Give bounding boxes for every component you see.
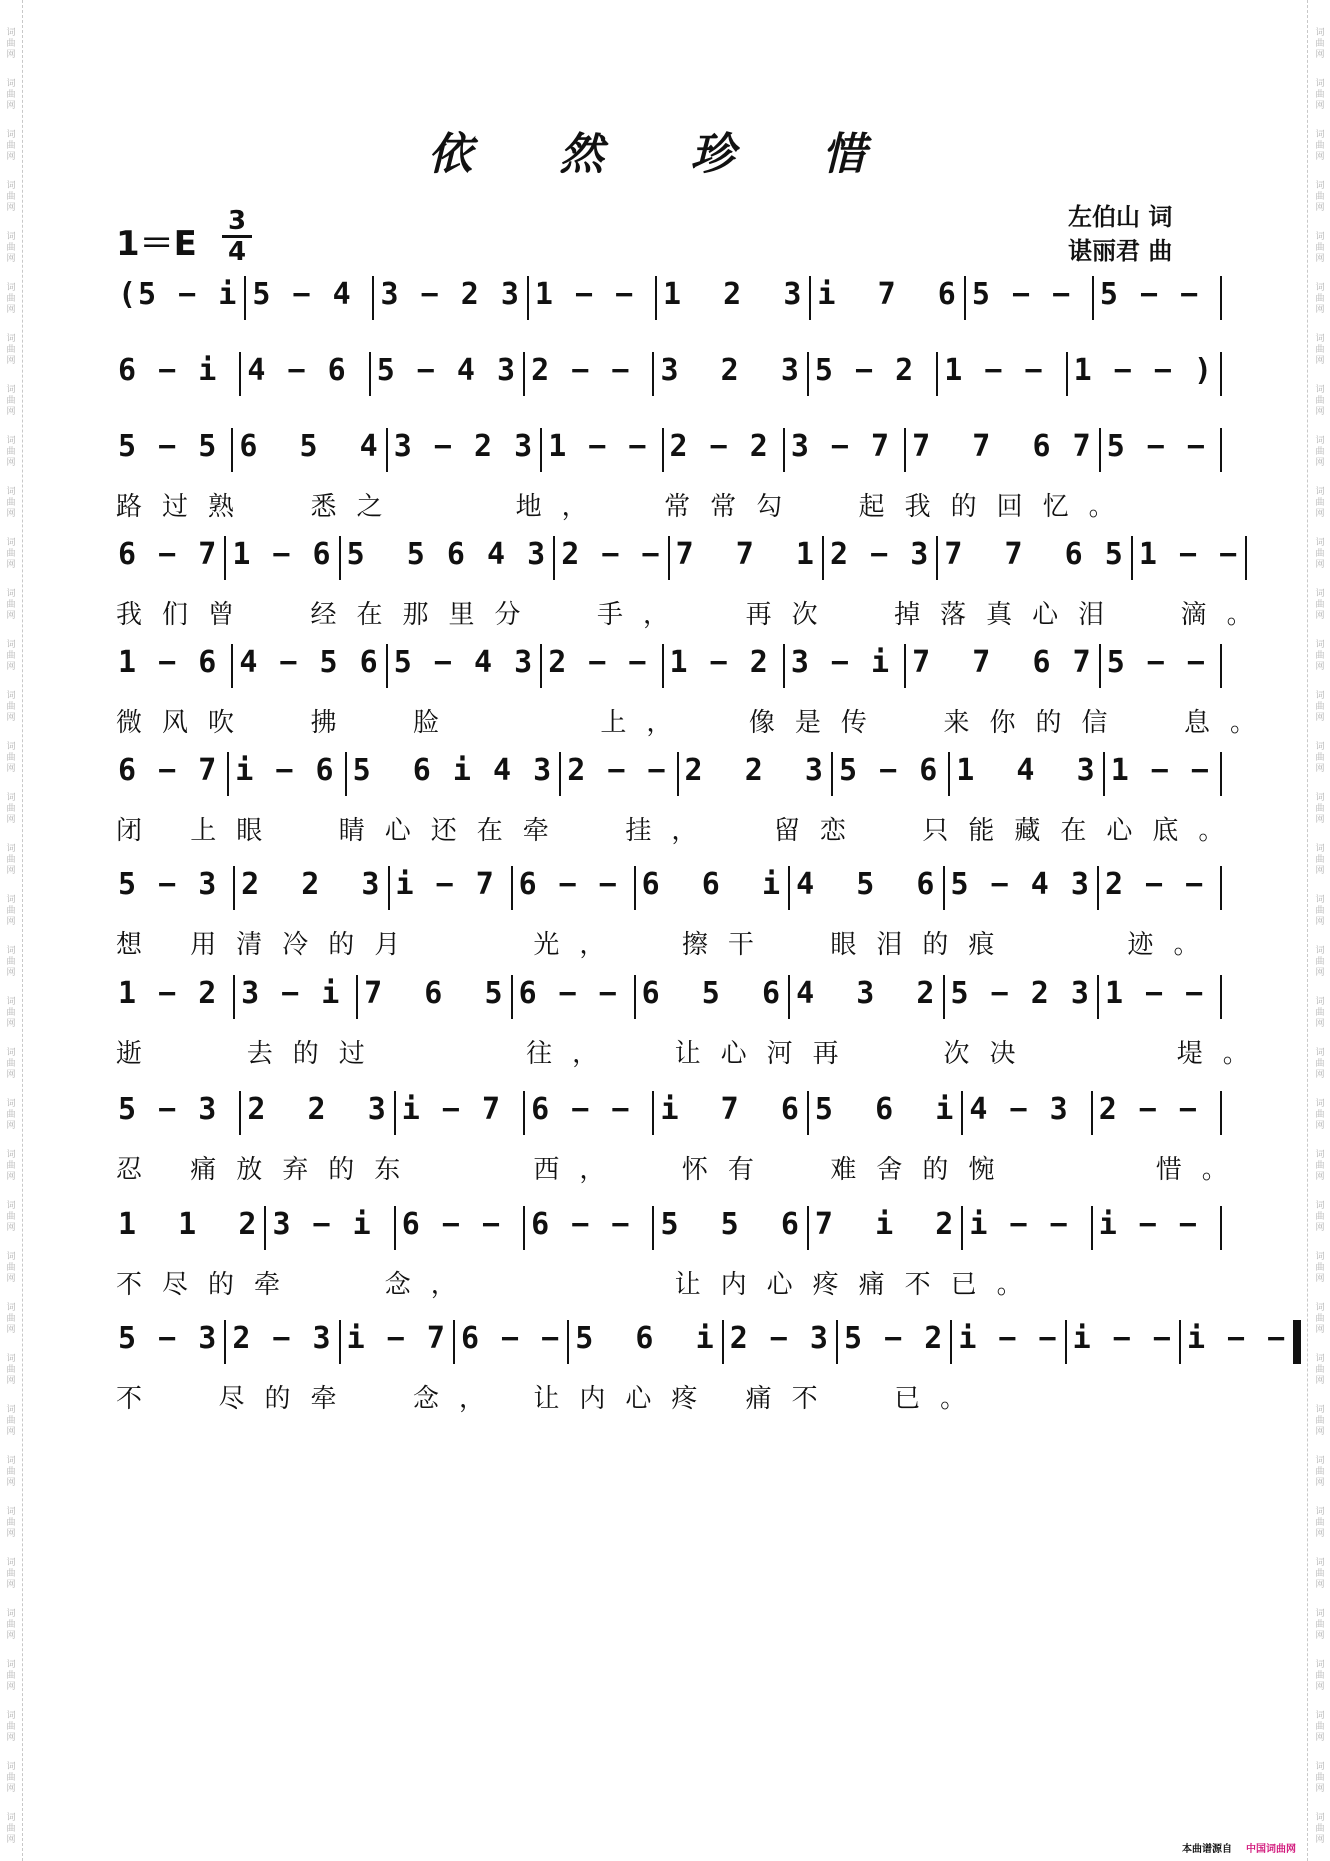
measure: 1 1 2 [118,1207,259,1242]
measure: 5 − 4 [252,277,353,312]
measure: 2 2 3 [247,1092,388,1127]
notation-row [112,626,1222,692]
barline [1220,276,1222,320]
measure: i − − [1072,1321,1173,1356]
watermark-text: 词 曲 网 [1315,1813,1325,1845]
measure: 1 − 6 [232,537,333,572]
watermark-text: 词 曲 网 [1315,691,1325,723]
measure: 1 − − [1104,976,1206,1011]
measure: i − − [958,1321,1059,1356]
lyrics-line: 闭 上眼 睛心还在牵 挂， 留恋 只能藏在心底。 [116,816,1245,846]
notation-row [112,957,1222,1023]
lyrics-line: 想 用清冷的月 光， 擦干 眼泪的痕 迹。 [116,930,1220,960]
watermark-text: 词 曲 网 [6,1507,16,1539]
time-signature [222,208,252,265]
measure: 4 − 5 6 [239,645,380,680]
watermark-text: 词 曲 网 [1315,1507,1325,1539]
measure: 5 − − [1106,645,1207,680]
measure: 2 − 3 [729,1321,830,1356]
right-watermark-strip [1307,0,1330,1861]
watermark-text: 词 曲 网 [1315,181,1325,213]
measure: 7 7 1 [675,537,816,572]
watermark-text: 词 曲 网 [1315,232,1325,264]
lyrics-line: 不尽的牵 念， 让内心疼痛不已。 [116,1270,1043,1300]
watermark-text: 词 曲 网 [6,334,16,366]
watermark-text: 词 曲 网 [6,1201,16,1233]
watermark-text: 词 曲 网 [6,895,16,927]
watermark-text: 词 曲 网 [6,742,16,774]
measure: 2 2 3 [241,867,382,902]
watermark-text: 词 曲 网 [6,1609,16,1641]
barline [1220,1091,1222,1135]
measure: 4 − 6 [247,353,348,388]
music-line [112,1073,1248,1185]
measure: 5 − 2 [844,1321,945,1356]
measure: 6 5 4 [239,429,380,464]
watermark-text: 词 曲 网 [6,181,16,213]
measure: 7 i 2 [814,1207,956,1242]
measure: 7 7 6 7 [912,429,1093,464]
watermark-text: 词 曲 网 [1315,1354,1325,1386]
watermark-text: 词 曲 网 [6,28,16,60]
watermark-text: 词 曲 网 [1315,1660,1325,1692]
watermark-text: 词 曲 网 [1315,640,1325,672]
footer-site-name: 中国词曲网 [1246,1844,1296,1855]
measure: 2 − − [531,353,632,388]
measure: i 7 6 [817,277,958,312]
barline [1245,536,1247,580]
watermark-text: 词 曲 网 [1315,1150,1325,1182]
footer-source-label: 本曲谱源自 [1182,1844,1232,1855]
watermark-text: 词 曲 网 [6,487,16,519]
notation-row [112,1302,1288,1368]
music-line [112,410,1222,520]
watermark-text: 词 曲 网 [1315,1405,1325,1437]
watermark-text: 词 曲 网 [6,232,16,264]
measure: 2 − − [548,645,649,680]
measure: 3 − i [241,976,342,1011]
measure: 3 − 2 3 [380,277,521,312]
measure: 7 7 6 5 [944,537,1125,572]
lyricist-credit: 左伯山 词 [1068,203,1173,231]
measure: 3 2 3 [660,353,801,388]
notation-row [112,1188,1222,1254]
measure: i − 7 [401,1092,503,1127]
measure: 7 6 5 [364,976,505,1011]
measure: 6 − − [460,1321,562,1356]
barline [1220,352,1222,396]
measure: i − 7 [346,1321,447,1356]
measure: 1 − 2 [669,645,770,680]
barline [1220,1206,1222,1250]
watermark-text: 词 曲 网 [6,1405,16,1437]
watermark-text: 词 曲 网 [1315,1558,1325,1590]
measure: 2 − 3 [232,1321,333,1356]
watermark-text: 词 曲 网 [1315,1456,1325,1488]
watermark-text: 词 曲 网 [6,691,16,723]
watermark-text: 词 曲 网 [6,793,16,825]
watermark-text: 词 曲 网 [6,997,16,1029]
watermark-text: 词 曲 网 [1315,130,1325,162]
watermark-text: 词 曲 网 [1315,28,1325,60]
lyrics-line: 我们曾 经在那里分 手， 再次 掉落真心泪 滴。 [116,600,1273,630]
watermark-text: 词 曲 网 [6,1150,16,1182]
measure: 3 − i [272,1207,373,1242]
measure: 3 − 2 3 [393,429,535,464]
measure: 5 − − [971,277,1073,312]
watermark-text: 词 曲 网 [6,1762,16,1794]
watermark-text: 词 曲 网 [6,130,16,162]
final-barline [1293,1320,1301,1364]
watermark-text: 词 曲 网 [6,1813,16,1845]
measure: i − − [1098,1207,1199,1242]
watermark-text: 词 曲 网 [6,79,16,111]
measure: 5 − 2 3 [950,976,1091,1011]
watermark-text: 词 曲 网 [6,1252,16,1284]
measure: 6 6 i [641,867,783,902]
measure: 1 − − [1138,537,1240,572]
measure: i 7 6 [660,1092,801,1127]
measure: 5 − 4 3 [376,353,518,388]
watermark-text: 词 曲 网 [6,436,16,468]
composer-credit: 谌丽君 曲 [1068,237,1173,265]
measure: 2 − 2 [669,429,770,464]
measure: 1 − − [944,353,1045,388]
measure: 5 5 6 [660,1207,801,1242]
watermark-text: 词 曲 网 [6,538,16,570]
measure: i − − [969,1207,1070,1242]
measure: i − − [1186,1321,1288,1356]
measure: 1 − − ) [1073,353,1215,388]
measure: 6 − 7 [118,753,219,788]
time-signature-top: 3 [227,206,247,236]
notation-row [112,734,1222,800]
watermark-text: 词 曲 网 [6,844,16,876]
barline [1220,975,1222,1019]
lyrics-line: 逝 去的过 往， 让心河再 次决 堤。 [116,1039,1269,1069]
notation-row [112,258,1222,324]
watermark-text: 词 曲 网 [1315,997,1325,1029]
measure: 5 − 5 [118,429,219,464]
watermark-text: 词 曲 网 [1315,283,1325,315]
measure: 6 − − [518,976,619,1011]
key-signature: 1＝E [116,224,197,264]
watermark-text: 词 曲 网 [6,946,16,978]
barline [1220,752,1222,796]
measure: 5 5 6 4 3 [346,537,548,572]
watermark-text: 词 曲 网 [6,1303,16,1335]
barline [1220,428,1222,472]
watermark-text: 词 曲 网 [1315,844,1325,876]
watermark-text: 词 曲 网 [6,1456,16,1488]
watermark-text: 词 曲 网 [1315,1048,1325,1080]
music-line [112,1302,1288,1414]
watermark-text: 词 曲 网 [6,1558,16,1590]
measure: 1 − − [1110,753,1211,788]
lyrics-line: 路过熟 悉之 地， 常常勾 起我的回忆。 [116,492,1135,522]
measure: 6 − − [518,867,619,902]
measure: 6 − − [531,1092,632,1127]
watermark-text: 词 曲 网 [1315,334,1325,366]
music-line [112,734,1245,846]
watermark-text: 词 曲 网 [6,1099,16,1131]
music-line [112,957,1269,1069]
music-line [112,1188,1222,1298]
measure: i − 6 [235,753,336,788]
measure: 1 − 2 [118,976,219,1011]
measure: 6 5 6 [641,976,783,1011]
measure: 5 − 3 [118,1092,219,1127]
measure: 1 − 6 [118,645,219,680]
notation-row [112,410,1222,476]
notation-row [112,1073,1222,1139]
watermark-text: 词 曲 网 [1315,793,1325,825]
watermark-text: 词 曲 网 [1315,895,1325,927]
watermark-text: 词 曲 网 [6,1048,16,1080]
watermark-text: 词 曲 网 [1315,742,1325,774]
music-line [112,626,1276,738]
measure: 1 2 3 [662,277,804,312]
watermark-text: 词 曲 网 [1315,1609,1325,1641]
lyrics-line: 微风吹 拂 脸 上， 像是传 来你的信 息。 [116,708,1276,738]
measure: 4 5 6 [796,867,937,902]
lyrics-line: 忍 痛放弃的东 西， 怀有 难舍的惋 惜。 [116,1155,1248,1185]
measure: 5 6 i 4 3 [352,753,554,788]
measure: 1 − − [548,429,649,464]
measure: 5 − 4 3 [950,867,1091,902]
measure: 7 7 6 7 [912,645,1093,680]
measure: 2 − − [1098,1092,1199,1127]
measure: 2 − − [567,753,668,788]
watermark-text: 词 曲 网 [1315,946,1325,978]
time-signature-bottom: 4 [227,237,247,267]
watermark-text: 词 曲 网 [1315,1303,1325,1335]
measure: 5 − − [1106,429,1207,464]
watermark-text: 词 曲 网 [6,283,16,315]
measure: 3 − 7 [790,429,892,464]
measure: 5 − − [1099,277,1201,312]
measure: 6 − − [401,1207,503,1242]
measure: 6 − 7 [118,537,219,572]
measure: 4 3 2 [796,976,937,1011]
measure: (5 − i [118,277,239,312]
watermark-text: 词 曲 网 [6,1711,16,1743]
song-title: 依 然 珍 惜 [428,129,902,180]
watermark-text: 词 曲 网 [1315,487,1325,519]
watermark-text: 词 曲 网 [1315,538,1325,570]
measure: 5 − 2 [814,353,916,388]
measure: 2 − − [1104,867,1206,902]
barline [1220,644,1222,688]
measure: 5 − 3 [118,1321,219,1356]
watermark-text: 词 曲 网 [1315,1252,1325,1284]
watermark-text: 词 曲 网 [1315,1762,1325,1794]
measure: 5 6 i [814,1092,956,1127]
measure: 6 − i [118,353,219,388]
barline [1220,866,1222,910]
measure: 6 − − [531,1207,632,1242]
music-line [112,848,1222,958]
watermark-text: 词 曲 网 [1315,385,1325,417]
measure: 2 − − [561,537,662,572]
notation-row [112,848,1222,914]
measure: 5 6 i [575,1321,716,1356]
notation-row [112,334,1222,400]
measure: 1 − − [534,277,636,312]
watermark-text: 词 曲 网 [6,385,16,417]
watermark-text: 词 曲 网 [1315,589,1325,621]
watermark-text: 词 曲 网 [6,1354,16,1386]
watermark-text: 词 曲 网 [6,1660,16,1692]
measure: 1 4 3 [956,753,1097,788]
watermark-text: 词 曲 网 [6,640,16,672]
left-watermark-strip [0,0,23,1861]
measure: 5 − 3 [118,867,219,902]
measure: 5 − 6 [838,753,940,788]
watermark-text: 词 曲 网 [6,589,16,621]
measure: 2 − 3 [830,537,931,572]
watermark-text: 词 曲 网 [1315,1099,1325,1131]
notation-row [112,518,1240,584]
measure: 3 − i [790,645,892,680]
watermark-text: 词 曲 网 [1315,436,1325,468]
watermark-text: 词 曲 网 [1315,1711,1325,1743]
measure: 5 − 4 3 [393,645,535,680]
watermark-text: 词 曲 网 [1315,79,1325,111]
lyrics-line: 不 尽的牵 念， 让内心疼 痛不 已。 [116,1384,987,1414]
measure: i − 7 [395,867,496,902]
music-line [112,518,1273,630]
measure: 2 2 3 [684,753,825,788]
watermark-text: 词 曲 网 [1315,1201,1325,1233]
measure: 4 − 3 [969,1092,1070,1127]
